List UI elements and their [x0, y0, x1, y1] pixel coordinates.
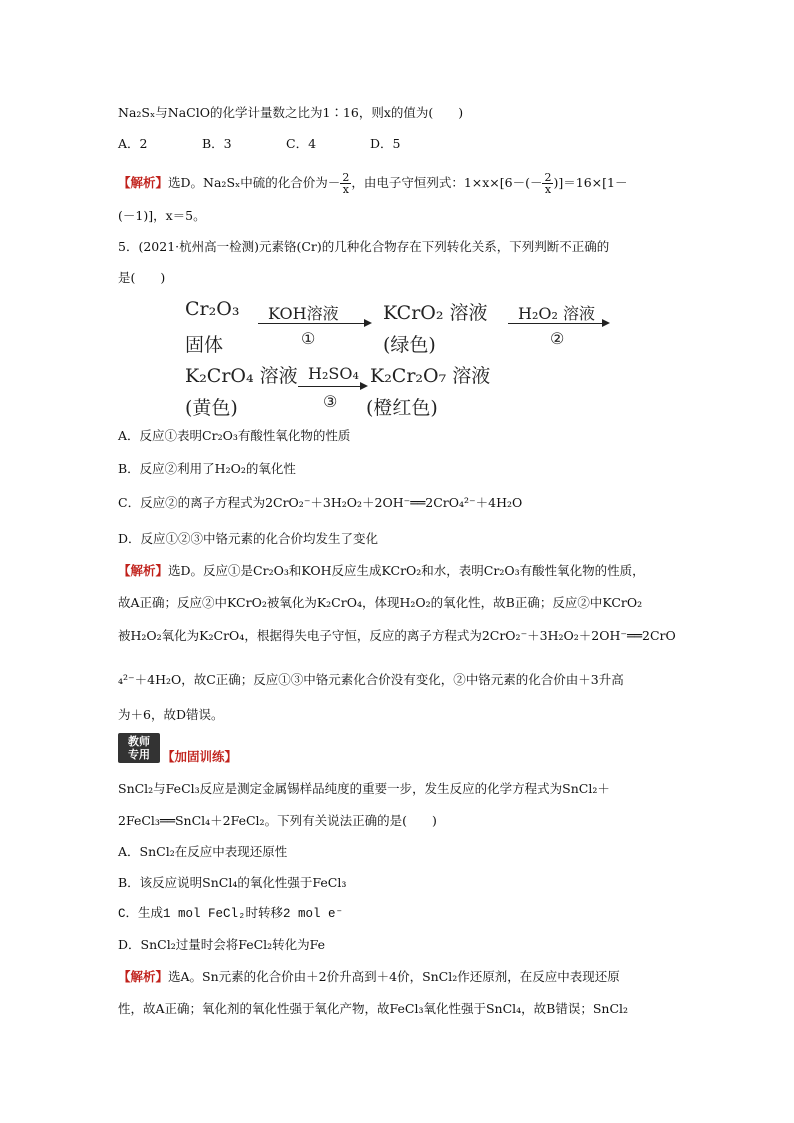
arrow1-head — [364, 319, 372, 327]
scheme-kcro2: KCrO₂ 溶液 — [383, 302, 488, 324]
r-stem-line2: 2FeCl₃══SnCl₄＋2FeCl₂。下列有关说法正确的是( ) — [118, 813, 437, 828]
q4-solution-line1 — [118, 172, 627, 195]
scheme-cr2o3: Cr₂O₃ — [185, 298, 240, 320]
q4-option-a: A．2 — [118, 136, 148, 151]
r-option-b: B．该反应说明SnCl₄的氧化性强于FeCl₃ — [118, 875, 347, 890]
scheme-k2cro4-color: (黄色) — [185, 397, 238, 419]
q5-stem-line1: 5．(2021·杭州高一检测)元素铬(Cr)的几种化合物存在下列转化关系，下列判断不正确的 — [118, 239, 610, 254]
arrow1-line — [258, 323, 366, 324]
badge-line2: 专用 — [128, 748, 150, 761]
q4-solution-line2: (－1)]，x＝5。 — [118, 208, 206, 223]
arrow2-reagent: H₂O₂ 溶液 — [518, 304, 595, 323]
r-option-c: C．生成1 mol FeCl₂时转移2 mol e⁻ — [118, 907, 344, 921]
q4-frac2-num: 2 — [544, 171, 552, 184]
q4-option-c: C．4 — [286, 136, 317, 151]
arrow3-head — [360, 382, 368, 390]
arrow1-reagent: KOH溶液 — [268, 304, 339, 323]
scheme-k2cr2o7: K₂Cr₂O₇ 溶液 — [370, 365, 491, 387]
scheme-k2cr2o7-color: (橙红色) — [366, 397, 438, 419]
scheme-cr2o3-state: 固体 — [185, 334, 224, 356]
scheme-k2cro4: K₂CrO₄ 溶液 — [185, 365, 298, 387]
arrow3-reagent: H₂SO₄ — [308, 364, 359, 383]
q4-fraction-2 — [542, 172, 553, 195]
r-sol-text1: 选A。Sn元素的化合价由＋2价升高到＋4价，SnCl₂作还原剂，在反应中表现还原 — [168, 969, 620, 984]
q4-frac1-num: 2 — [342, 171, 350, 184]
r-option-d: D．SnCl₂过量时会将FeCl₂转化为Fe — [118, 937, 326, 952]
q4-stem: Na₂Sₓ与NaClO的化学计量数之比为1∶16，则x的值为( ) — [118, 105, 464, 120]
arrow1-step: ① — [301, 329, 316, 348]
q5-solution-line4: ₄²⁻＋4H₂O，故C正确；反应①③中铬元素化合价没有变化，②中铬元素的化合价由＋3升高 — [118, 672, 624, 687]
arrow2-line — [508, 323, 604, 324]
arrow2-head — [602, 319, 610, 327]
reinforce-title: 【加固训练】 — [162, 749, 238, 764]
badge-line1: 教师 — [128, 735, 150, 748]
q5-solution-line5: 为＋6，故D错误。 — [118, 707, 224, 722]
r-option-a: A．SnCl₂在反应中表现还原性 — [118, 844, 288, 859]
arrow3-step: ③ — [323, 392, 338, 411]
q5-solution-tag: 【解析】 — [118, 563, 169, 578]
q5-solution-line2: 故A正确；反应②中KCrO₂被氧化为K₂CrO₄，体现H₂O₂的氧化性，故B正确；反应②中KCrO₂ — [118, 595, 643, 610]
q4-sol-a: 选D。Na₂Sₓ中硫的化合价为－ — [168, 175, 341, 190]
q5-stem-line2: 是( ) — [118, 270, 166, 285]
arrow3-line — [298, 386, 362, 387]
q5-option-b: B．反应②利用了H₂O₂的氧化性 — [118, 461, 296, 476]
q4-frac1-den: x — [342, 183, 349, 196]
q4-frac2-den: x — [544, 183, 552, 196]
r-solution-tag: 【解析】 — [118, 969, 169, 984]
q5-solution-line1 — [118, 562, 645, 580]
q4-fraction-1 — [340, 172, 351, 195]
q5-option-d: D．反应①②③中铬元素的化合价均发生了变化 — [118, 531, 379, 546]
q5-option-c: C．反应②的离子方程式为2CrO₂⁻＋3H₂O₂＋2OH⁻══2CrO₄²⁻＋4H₂O — [118, 495, 523, 510]
teacher-only-badge — [118, 733, 160, 763]
r-stem-line1: SnCl₂与FeCl₃反应是测定金属锡样品纯度的重要一步，发生反应的化学方程式为SnCl₂＋ — [118, 781, 610, 796]
q5-sol-text1: 选D。反应①是Cr₂O₃和KOH反应生成KCrO₂和水，表明Cr₂O₃有酸性氧化物的性质， — [168, 563, 645, 578]
q5-option-a: A．反应①表明Cr₂O₃有酸性氧化物的性质 — [118, 428, 351, 443]
q4-option-b: B．3 — [202, 136, 232, 151]
q5-solution-line3: 被H₂O₂氧化为K₂CrO₄，根据得失电子守恒，反应的离子方程式为2CrO₂⁻＋3H₂O₂＋2OH⁻══2CrO — [118, 628, 676, 643]
q4-sol-b: ，由电子守恒列式：1×x×[6－(－ — [351, 175, 543, 190]
q4-sol-c: )]＝16×[1－ — [553, 175, 628, 190]
q4-solution-tag: 【解析】 — [118, 175, 169, 190]
r-solution-line2: 性，故A正确；氧化剂的氧化性强于氧化产物，故FeCl₃氧化性强于SnCl₄，故B错误；SnCl₂ — [118, 1001, 629, 1016]
r-solution-line1 — [118, 968, 620, 986]
arrow2-step: ② — [550, 329, 565, 348]
q4-option-d: D．5 — [370, 136, 401, 151]
scheme-kcro2-color: (绿色) — [383, 334, 436, 356]
